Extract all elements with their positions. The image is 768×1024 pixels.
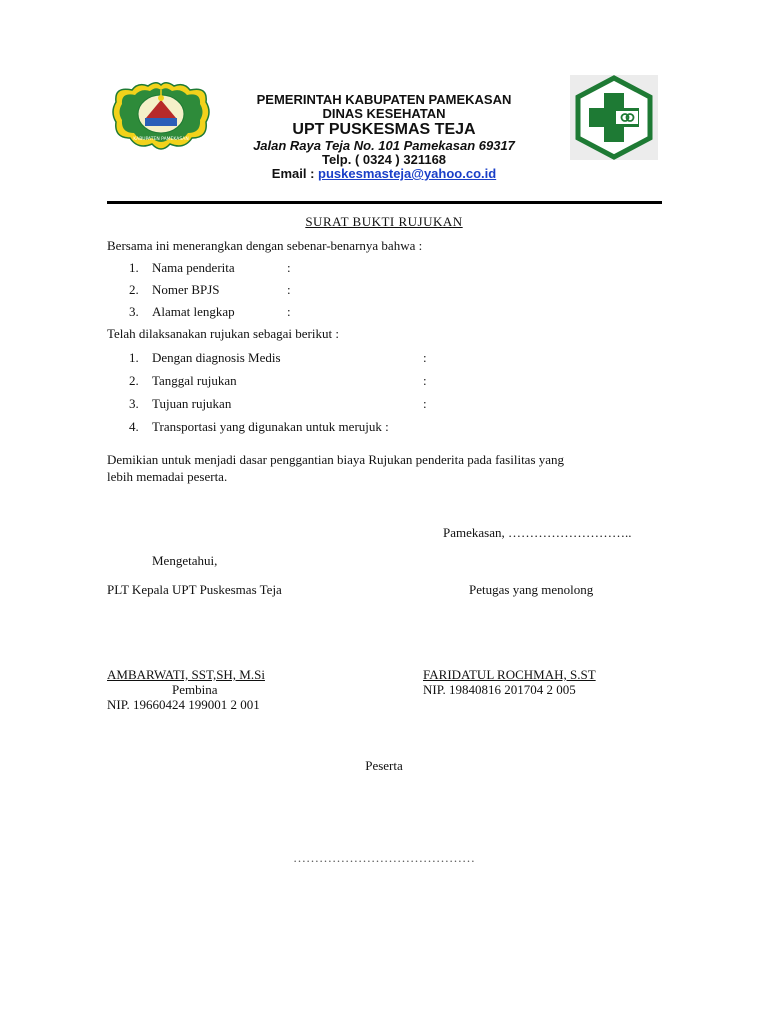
place-date: Pamekasan, ……………………….. [443, 525, 632, 540]
email-label: Email : [271, 166, 319, 181]
document-title: SURAT BUKTI RUJUKAN [305, 214, 463, 229]
letterhead-email-row [0, 166, 768, 181]
referral-item-label: Dengan diagnosis Medis [152, 350, 281, 365]
patient-item-label: Nama penderita [152, 260, 235, 275]
closing-line-1: Demikian untuk menjadi dasar penggantian biaya Rujukan penderita pada fasilitas yang [107, 452, 565, 467]
referral-intro-text: Telah dilaksanakan rujukan sebagai berikut : [107, 326, 339, 341]
patient-item-num: 1. [129, 260, 139, 275]
referral-item-label: Tanggal rujukan [152, 373, 237, 388]
acknowledged-label: Mengetahui, [152, 553, 218, 568]
referral-item-num: 4. [129, 419, 139, 434]
right-signer-role: Petugas yang menolong [469, 582, 594, 597]
referral-item-label: Tujuan rujukan [152, 396, 232, 411]
letterhead-phone: Telp. ( 0324 ) 321168 [321, 152, 447, 167]
referral-item-num: 3. [129, 396, 139, 411]
emblem-bottom-text: KABUPATEN PAMEKASAN [133, 137, 189, 142]
left-signer-name: AMBARWATI, SST,SH, M.Si [107, 667, 265, 682]
referral-item-colon: : [423, 350, 427, 365]
letterhead-government: PEMERINTAH KABUPATEN PAMEKASAN [256, 92, 512, 107]
letterhead-address: Jalan Raya Teja No. 101 Pamekasan 69317 [253, 138, 515, 153]
referral-item-colon: : [423, 396, 427, 411]
patient-item-num: 3. [129, 304, 139, 319]
right-signer-nip: NIP. 19840816 201704 2 005 [423, 682, 576, 697]
patient-item-colon: : [287, 304, 291, 319]
referral-item-label: Transportasi yang digunakan untuk merujuk : [152, 419, 389, 434]
patient-item-num: 2. [129, 282, 139, 297]
closing-line-2: lebih memadai peserta. [107, 469, 228, 484]
left-signer-rank: Pembina [172, 682, 218, 697]
participant-label: Peserta [365, 758, 403, 773]
letterhead-institution: UPT PUSKESMAS TEJA [292, 121, 476, 138]
referral-item-colon: : [423, 373, 427, 388]
right-signer-name: FARIDATUL ROCHMAH, S.ST [423, 667, 596, 682]
header-divider [107, 201, 662, 204]
left-signer-nip: NIP. 19660424 199001 2 001 [107, 697, 260, 712]
patient-item-colon: : [287, 260, 291, 275]
participant-signature-line: …………………………………… [293, 850, 475, 865]
email-link[interactable]: puskesmasteja@yahoo.co.id [318, 166, 497, 181]
referral-item-num: 2. [129, 373, 139, 388]
intro-text: Bersama ini menerangkan dengan sebenar-benarnya bahwa : [107, 238, 423, 253]
patient-item-label: Alamat lengkap [152, 304, 235, 319]
patient-item-label: Nomer BPJS [152, 282, 220, 297]
left-signer-role: PLT Kepala UPT Puskesmas Teja [107, 582, 282, 597]
patient-item-colon: : [287, 282, 291, 297]
letterhead-department: DINAS KESEHATAN [322, 106, 446, 121]
referral-item-num: 1. [129, 350, 139, 365]
